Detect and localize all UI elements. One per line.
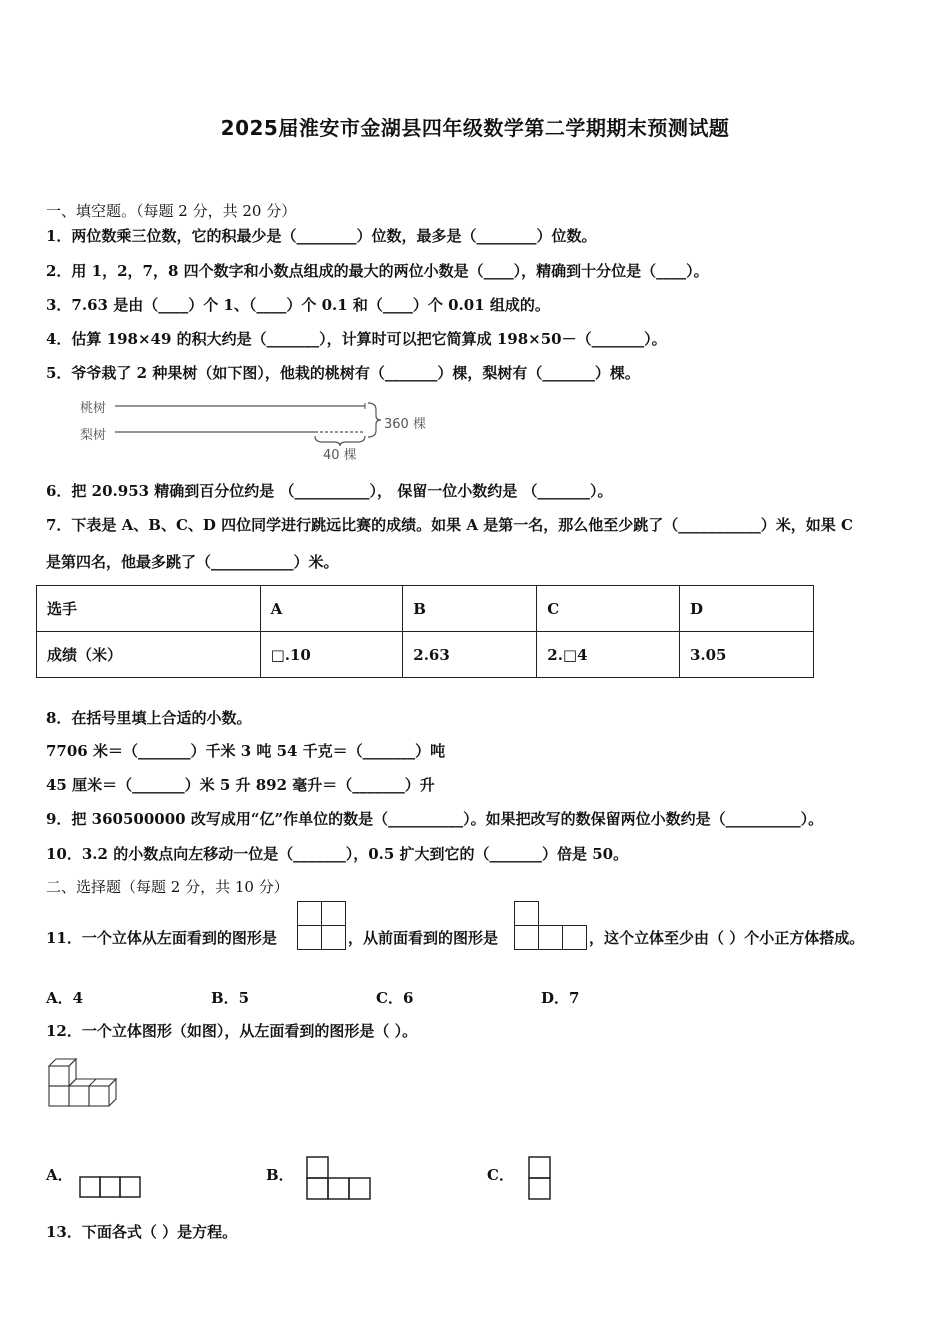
table-cell: 2.63 (403, 632, 537, 678)
fruit-tree-lines (0, 0, 950, 470)
table-cell: C (537, 586, 680, 632)
table-cell: 3.05 (679, 632, 813, 678)
section-2-heading: 二、选择题（每题 2 分，共 10 分） (46, 878, 289, 896)
table-cell: B (403, 586, 537, 632)
table-row (37, 632, 814, 678)
table-cell: 选手 (37, 586, 261, 632)
table-header-row (37, 586, 814, 632)
peach-label: 桃树 (80, 401, 107, 416)
question-13: 13．下面各式（ ）是方程。 (46, 1223, 238, 1241)
question-10: 10．3.2 的小数点向左移动一位是（_______），0.5 扩大到它的（_______）倍是 50。 (46, 845, 629, 863)
diff-label: 40 棵 (323, 448, 357, 463)
left-view-figure (297, 901, 347, 951)
pear-label: 梨树 (80, 428, 107, 443)
question-11-part-2: ，从前面看到的图形是 (348, 929, 499, 947)
section-1-heading: 一、填空题。（每题 2 分，共 20 分） (46, 202, 297, 220)
total-label: 360 棵 (384, 417, 426, 432)
table-cell: A (260, 586, 403, 632)
q12-option-a-label[interactable]: A． (46, 1166, 73, 1184)
question-6: 6．把 20.953 精确到百分位约是 （__________）， 保留一位小数约是 （_______）。 (46, 482, 613, 500)
option-a[interactable]: A．4 (46, 989, 84, 1007)
q12-option-b-figure[interactable] (306, 1156, 374, 1202)
question-3: 3．7.63 是由（____）个 1、（____）个 0.1 和（____）个 0.01 组成的。 (46, 296, 550, 314)
q12-option-a-figure[interactable] (79, 1176, 144, 1200)
question-9: 9．把 360500000 改写成用“亿”作单位的数是（__________）。如果把改写的数保留两位小数约是（__________）。 (46, 810, 824, 828)
question-12: 12．一个立体图形（如图），从左面看到的图形是（ ）。 (46, 1022, 418, 1040)
long-jump-table (36, 585, 814, 678)
page-title: 2025届淮安市金湖县四年级数学第二学期期末预测试题 (220, 116, 730, 140)
question-1: 1．两位数乘三位数，它的积最少是（________）位数，最多是（________）位数。 (46, 227, 597, 245)
table-cell: 2.□4 (537, 632, 680, 678)
question-11-part-1: 11．一个立体从左面看到的图形是 (46, 929, 277, 947)
question-11-part-3: ，这个立体至少由（ ）个小正方体搭成。 (589, 929, 865, 947)
solid-figure (46, 1055, 126, 1110)
question-8-line-2: 45 厘米＝（_______）米 5 升 892 毫升＝（_______）升 (46, 776, 435, 794)
q12-option-c-label[interactable]: C． (487, 1166, 514, 1184)
q12-option-b-label[interactable]: B． (266, 1166, 294, 1184)
question-4: 4．估算 198×49 的积大约是（_______），计算时可以把它简算成 198×50－（_______）。 (46, 330, 667, 348)
question-7-line-2: 是第四名，他最多跳了（___________）米。 (46, 553, 339, 571)
question-2: 2．用 1，2，7，8 四个数字和小数点组成的最大的两位小数是（____），精确到十分位是（____）。 (46, 262, 709, 280)
table-cell: D (679, 586, 813, 632)
front-view-figure (514, 901, 589, 951)
option-d[interactable]: D．7 (541, 989, 580, 1007)
table-cell: 成绩（米） (37, 632, 261, 678)
question-7-line-1: 7．下表是 A、B、C、D 四位同学进行跳远比赛的成绩。如果 A 是第一名，那么他至少跳了（___________）米，如果 C (46, 516, 853, 534)
table-cell: □.10 (260, 632, 403, 678)
question-8: 8．在括号里填上合适的小数。 (46, 709, 252, 727)
question-5: 5．爷爷栽了 2 种果树（如下图），他栽的桃树有（_______）棵，梨树有（_______）棵。 (46, 364, 640, 382)
option-c[interactable]: C．6 (376, 989, 414, 1007)
question-8-line-1: 7706 米＝（_______）千米 3 吨 54 千克＝（_______）吨 (46, 742, 446, 760)
option-b[interactable]: B．5 (211, 989, 250, 1007)
q12-option-c-figure[interactable] (528, 1156, 553, 1202)
